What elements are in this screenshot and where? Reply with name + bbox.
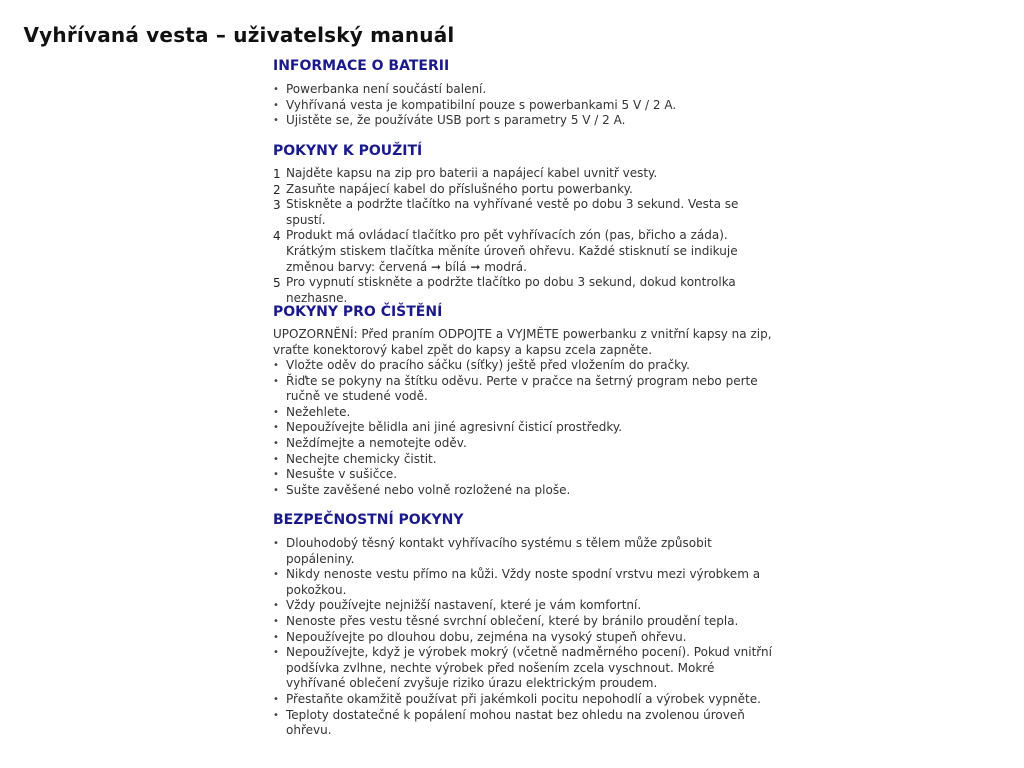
step-text: Pro vypnutí stiskněte a podržte tlačítko po dobu 3 sekund, dokud kontrolka nezhasne.	[286, 275, 736, 305]
list-item: • Nepoužívejte bělidla ani jiné agresivní čisticí prostředky.	[273, 420, 773, 436]
safety-list	[273, 536, 773, 739]
cleaning-warning: UPOZORNĚNÍ: Před praním ODPOJTE a VYJMĚTE powerbanku z vnitřní kapsy na zip, vraťte konektorový kabel zpět do kapsy a kapsu zcela zapněte.	[273, 327, 772, 357]
list-item: • Přestaňte okamžitě používat při jakémkoli pocitu nepohodlí a výrobek vypněte.	[273, 692, 773, 708]
list-item: • Ujistěte se, že používáte USB port s parametry 5 V / 2 A.	[273, 113, 773, 129]
list-item: • Sušte zavěšené nebo volně rozložené na ploše.	[273, 483, 773, 499]
list-item: • Dlouhodobý těsný kontakt vyhřívacího systému s tělem může způsobit popáleniny.	[273, 536, 773, 567]
list-item	[273, 275, 773, 306]
list-item: • Nenoste přes vestu těsné svrchní oblečení, které by bránilo proudění tepla.	[273, 614, 773, 630]
usage-list	[273, 166, 773, 306]
list-item	[273, 182, 773, 198]
step-number: 3	[273, 198, 281, 213]
battery-list	[273, 82, 773, 129]
section-heading-safety: BEZPEČNOSTNÍ POKYNY	[273, 512, 464, 528]
list-item: • Nežehlete.	[273, 405, 773, 421]
section-heading-usage: POKYNY K POUŽITÍ	[273, 143, 423, 159]
list-item: • Vždy používejte nejnižší nastavení, které je vám komfortní.	[273, 598, 773, 614]
list-item: • Nepoužívejte po dlouhou dobu, zejména na vysoký stupeň ohřevu.	[273, 630, 773, 646]
list-item	[273, 228, 773, 275]
list-item: • Neždímejte a nemotejte oděv.	[273, 436, 773, 452]
list-item: • Powerbanka není součástí balení.	[273, 82, 773, 98]
step-number: 5	[273, 276, 281, 291]
step-text: Stiskněte a podržte tlačítko na vyhřívané vestě po dobu 3 sekund. Vesta se spustí.	[286, 197, 739, 227]
cleaning-list	[273, 358, 773, 498]
page-title: Vyhřívaná vesta – uživatelský manuál	[23, 23, 455, 47]
list-item: • Vložte oděv do pracího sáčku (síťky) ještě před vložením do pračky.	[273, 358, 773, 374]
step-text: Zasuňte napájecí kabel do příslušného portu powerbanky.	[286, 181, 633, 196]
list-item: • Nechejte chemicky čistit.	[273, 452, 773, 468]
list-item: • Nesušte v sušičce.	[273, 467, 773, 483]
list-item: • Řiďte se pokyny na štítku oděvu. Perte v pračce na šetrný program nebo perte ručně ve studené vodě.	[273, 374, 773, 405]
step-number: 4	[273, 229, 281, 244]
list-item: • Nikdy nenoste vestu přímo na kůži. Vždy noste spodní vrstvu mezi výrobkem a pokožkou.	[273, 567, 773, 598]
section-heading-battery: INFORMACE O BATERII	[273, 58, 450, 74]
step-number: 2	[273, 182, 281, 197]
list-item	[273, 197, 773, 228]
step-text: Produkt má ovládací tlačítko pro pět vyhřívacích zón (pas, břicho a záda). Krátkým stiskem tlačítka měníte úroveň ohřevu. Každé stisknutí se indikuje změnou barvy: červená ➞ bílá ➞ modrá.	[286, 228, 738, 274]
list-item: • Nepoužívejte, když je výrobek mokrý (včetně nadměrného pocení). Pokud vnitřní podšívka zvlhne, nechte výrobek před nošením zcela vyschnout. Mokré vyhřívané oblečení zvyšuje riziko úrazu elektrickým proudem.	[273, 645, 773, 692]
section-heading-cleaning: POKYNY PRO ČIŠTĚNÍ	[273, 304, 443, 320]
list-item	[273, 166, 773, 182]
step-text: Najděte kapsu na zip pro baterii a napájecí kabel uvnitř vesty.	[286, 166, 658, 180]
step-number: 1	[273, 167, 281, 181]
list-item: • Vyhřívaná vesta je kompatibilní pouze s powerbankami 5 V / 2 A.	[273, 98, 773, 114]
list-item: • Teploty dostatečné k popálení mohou nastat bez ohledu na zvolenou úroveň ohřevu.	[273, 708, 773, 739]
